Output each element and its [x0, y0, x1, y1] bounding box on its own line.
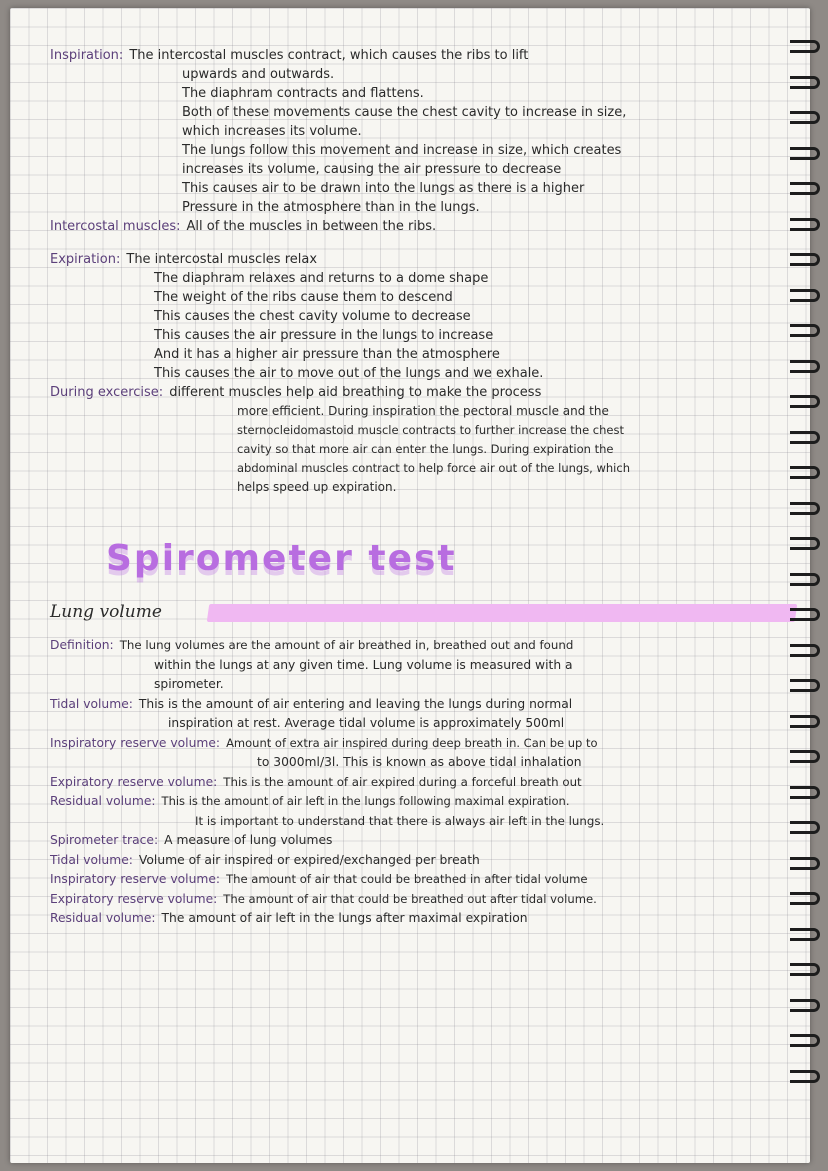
erv-text: This is the amount of air expired during a forceful breath out: [223, 774, 582, 789]
spiral-coil: [790, 1070, 820, 1083]
residual-volume-text: The amount of air left in the lungs after maximal expiration: [161, 911, 528, 925]
intercostal-label: Intercostal muscles:: [50, 219, 181, 234]
exercise-row: [50, 383, 810, 402]
exercise-line: more efficient. During inspiration the pectoral muscle and the: [237, 404, 609, 418]
tidal-volume-label: Tidal volume:: [50, 696, 133, 711]
erv-label: Expiratory reserve volume:: [50, 774, 218, 789]
expiration-line: The intercostal muscles relax: [126, 252, 318, 267]
definition-line: within the lungs at any given time. Lung volume is measured with a: [154, 657, 573, 672]
erv-text: The amount of air that could be breathed out after tidal volume.: [223, 891, 597, 906]
expiration-row: [50, 250, 810, 269]
spiral-coil: [790, 892, 820, 905]
residual-volume-line: It is important to understand that there is always air left in the lungs.: [195, 813, 605, 828]
irv-line: Amount of extra air inspired during deep breath in. Can be up to: [226, 735, 598, 750]
expiration-line: This causes the air to move out of the lungs and we exhale.: [154, 366, 544, 381]
inspiration-line: The diaphram contracts and flattens.: [182, 86, 424, 101]
definition-line: spirometer.: [154, 677, 224, 691]
exercise-line: different muscles help aid breathing to make the process: [169, 385, 542, 400]
spiral-coil: [790, 182, 820, 195]
spiral-coil: [790, 147, 820, 160]
inspiration-line: upwards and outwards.: [182, 67, 335, 82]
spiral-coil: [790, 750, 820, 763]
spiral-coil: [790, 395, 820, 408]
tidal-volume-label: Tidal volume:: [50, 852, 133, 867]
irv-label: Inspiratory reserve volume:: [50, 735, 221, 750]
subheading: Lung volume: [50, 602, 162, 622]
spiral-coil: [790, 999, 820, 1012]
spiral-coil: [790, 466, 820, 479]
intercostal-text: All of the muscles in between the ribs.: [186, 219, 437, 234]
exercise-line: cavity so that more air can enter the lungs. During expiration the: [237, 442, 614, 456]
spiral-coil: [790, 928, 820, 941]
spiral-coil: [790, 821, 820, 834]
spiral-coil: [790, 218, 820, 231]
spiral-coil: [790, 963, 820, 976]
residual-volume-line: This is the amount of air left in the lungs following maximal expiration.: [161, 794, 570, 808]
residual-volume-label: Residual volume:: [50, 911, 156, 925]
spiral-coil: [790, 431, 820, 444]
spiral-coil: [790, 537, 820, 550]
page-title: Spirometer test: [106, 538, 457, 579]
spiral-coil: [790, 324, 820, 337]
exercise-line: sternocleidomastoid muscle contracts to further increase the chest: [237, 423, 624, 437]
tidal-volume-line: inspiration at rest. Average tidal volume is approximately 500ml: [168, 716, 565, 730]
exercise-line: helps speed up expiration.: [237, 480, 397, 494]
spiral-binding: [782, 40, 828, 1120]
spiral-coil: [790, 573, 820, 586]
spiral-coil: [790, 1034, 820, 1047]
subheading-area: [50, 602, 796, 628]
inspiration-line: The lungs follow this movement and increase in size, which creates: [182, 143, 622, 158]
spirometer-trace-label: Spirometer trace:: [50, 833, 159, 847]
spiral-coil: [790, 253, 820, 266]
spiral-coil: [790, 679, 820, 692]
expiration-label: Expiration:: [50, 252, 121, 267]
expiration-line: The diaphram relaxes and returns to a dome shape: [154, 271, 489, 286]
residual-volume-label: Residual volume:: [50, 794, 156, 808]
spiral-coil: [790, 40, 820, 53]
intercostal-row: [50, 217, 810, 236]
expiration-line: And it has a higher air pressure than the atmosphere: [154, 347, 500, 362]
spiral-coil: [790, 644, 820, 657]
spiral-coil: [790, 715, 820, 728]
spiral-coil: [790, 76, 820, 89]
definition-label: Definition:: [50, 638, 114, 652]
irv-line: to 3000ml/3l. This is known as above tidal inhalation: [257, 755, 582, 769]
title-area: [106, 538, 457, 586]
inspiration-line: Both of these movements cause the chest cavity to increase in size,: [182, 105, 627, 120]
inspiration-line: The intercostal muscles contract, which causes the ribs to lift: [129, 48, 529, 63]
tidal-volume-line: This is the amount of air entering and leaving the lungs during normal: [138, 696, 573, 711]
expiration-line: The weight of the ribs cause them to descend: [154, 290, 453, 305]
spiral-coil: [790, 608, 820, 621]
inspiration-line: Pressure in the atmosphere than in the lungs.: [182, 200, 480, 215]
inspiration-row: [50, 46, 810, 65]
spiral-coil: [790, 502, 820, 515]
definition-line: The lung volumes are the amount of air breathed in, breathed out and found: [119, 638, 574, 652]
inspiration-line: increases its volume, causing the air pressure to decrease: [182, 162, 562, 177]
spiral-coil: [790, 786, 820, 799]
irv-text: The amount of air that could be breathed in after tidal volume: [226, 872, 588, 886]
highlighter-stripe: [207, 604, 798, 622]
exercise-label: During excercise:: [50, 385, 164, 400]
spiral-coil: [790, 360, 820, 373]
spirometer-trace-text: A measure of lung volumes: [164, 833, 333, 847]
inspiration-line: This causes air to be drawn into the lungs as there is a higher: [182, 181, 585, 196]
inspiration-label: Inspiration:: [50, 48, 124, 63]
breathing-notes: [50, 46, 810, 497]
irv-label: Inspiratory reserve volume:: [50, 872, 221, 886]
exercise-line: abdominal muscles contract to help force air out of the lungs, which: [237, 461, 630, 475]
notebook-page: [10, 8, 810, 1163]
inspiration-line: which increases its volume.: [182, 124, 362, 139]
lung-volume-notes: [50, 636, 810, 929]
erv-label: Expiratory reserve volume:: [50, 891, 218, 906]
spiral-coil: [790, 289, 820, 302]
spiral-coil: [790, 111, 820, 124]
expiration-line: This causes the air pressure in the lungs to increase: [154, 328, 494, 343]
expiration-line: This causes the chest cavity volume to decrease: [154, 309, 471, 324]
tidal-volume-text: Volume of air inspired or expired/exchanged per breath: [138, 852, 480, 867]
spiral-coil: [790, 857, 820, 870]
